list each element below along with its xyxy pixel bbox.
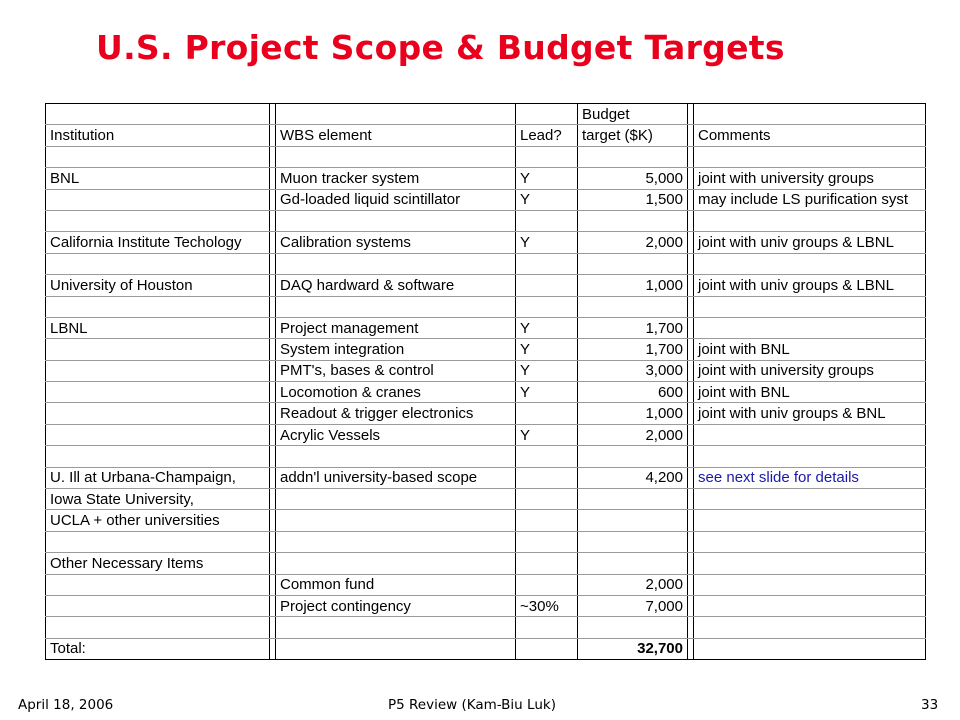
cell-budget: 1,000 [578,403,688,424]
cell-lead: Y [516,360,578,381]
cell-comments: joint with univ groups & LBNL [694,275,926,296]
cell-comments: joint with univ groups & LBNL [694,232,926,253]
cell-lead: Y [516,382,578,403]
cell-lead [516,275,578,296]
cell-wbs [276,489,516,510]
cell-wbs [276,210,516,231]
cell-institution [46,253,270,274]
cell-institution: Other Necessary Items [46,553,270,574]
cell-institution: Iowa State University, [46,489,270,510]
header-budget-top: Budget [578,104,688,125]
table-row [46,339,926,360]
cell-lead: Y [516,317,578,338]
table-row [46,210,926,231]
cell-wbs [276,531,516,552]
cell-lead [516,489,578,510]
cell-wbs [276,253,516,274]
cell-lead [516,510,578,531]
total-label: Total: [46,638,270,659]
cell-wbs: DAQ hardward & software [276,275,516,296]
cell-comments [694,446,926,467]
cell-lead [516,210,578,231]
table-row [46,553,926,574]
cell-institution [46,403,270,424]
cell-budget [578,253,688,274]
cell-budget [578,296,688,317]
table-row [46,382,926,403]
cell-comments [694,253,926,274]
table-row [46,296,926,317]
footer-presenter: P5 Review (Kam-Biu Luk) [388,697,556,713]
cell-institution: UCLA + other universities [46,510,270,531]
table-row [46,253,926,274]
cell-institution [46,210,270,231]
cell-lead [516,531,578,552]
cell-budget: 1,000 [578,275,688,296]
table-row [46,531,926,552]
table-row [46,467,926,488]
table-row [46,574,926,595]
cell-wbs: addn'l university-based scope [276,467,516,488]
header-row-top [46,104,926,125]
cell-institution [46,360,270,381]
cell-budget: 2,000 [578,424,688,445]
cell-lead: Y [516,168,578,189]
cell-lead [516,146,578,167]
slide-title: U.S. Project Scope & Budget Targets [96,28,785,67]
cell-wbs [276,510,516,531]
table-row [46,146,926,167]
table-row [46,168,926,189]
table-row [46,275,926,296]
cell-institution: LBNL [46,317,270,338]
cell-comments [694,489,926,510]
cell-lead [516,446,578,467]
cell-institution [46,296,270,317]
header-lead: Lead? [516,125,578,146]
cell-comments: see next slide for details [694,467,926,488]
cell-wbs: Common fund [276,574,516,595]
cell-institution [46,595,270,616]
cell-comments [694,317,926,338]
cell-comments: may include LS purification syst [694,189,926,210]
cell-lead [516,296,578,317]
cell-institution: U. Ill at Urbana-Champaign, [46,467,270,488]
cell-lead [516,253,578,274]
cell-institution [46,146,270,167]
cell-budget: 1,700 [578,317,688,338]
cell-wbs [276,617,516,638]
cell-institution: California Institute Techology [46,232,270,253]
cell-wbs [276,446,516,467]
footer-date: April 18, 2006 [18,697,114,713]
cell-institution [46,531,270,552]
header-institution: Institution [46,125,270,146]
cell-comments [694,553,926,574]
cell-wbs: Gd-loaded liquid scintillator [276,189,516,210]
cell-institution: BNL [46,168,270,189]
budget-table [45,103,926,660]
cell-wbs: Project management [276,317,516,338]
cell-budget [578,531,688,552]
cell-lead: Y [516,189,578,210]
cell-comments [694,424,926,445]
total-budget: 32,700 [578,638,688,659]
cell-comments: joint with BNL [694,339,926,360]
cell-wbs: Project contingency [276,595,516,616]
cell-comments [694,296,926,317]
cell-lead [516,403,578,424]
cell-budget [578,489,688,510]
cell-comments [694,617,926,638]
table-row [46,403,926,424]
cell-wbs: Muon tracker system [276,168,516,189]
cell-wbs: Calibration systems [276,232,516,253]
table-row [46,360,926,381]
cell-comments [694,531,926,552]
cell-lead: Y [516,339,578,360]
cell-comments [694,146,926,167]
table-row [46,489,926,510]
header-wbs: WBS element [276,125,516,146]
cell-budget: 7,000 [578,595,688,616]
cell-institution [46,574,270,595]
cell-budget: 5,000 [578,168,688,189]
cell-budget: 2,000 [578,232,688,253]
cell-budget: 600 [578,382,688,403]
cell-lead: Y [516,424,578,445]
header-budget: target ($K) [578,125,688,146]
cell-budget [578,553,688,574]
total-row [46,638,926,659]
cell-institution [46,382,270,403]
cell-lead: Y [516,232,578,253]
table-row [46,424,926,445]
cell-wbs: PMT's, bases & control [276,360,516,381]
cell-institution: University of Houston [46,275,270,296]
cell-institution [46,446,270,467]
cell-budget [578,210,688,231]
cell-comments: joint with university groups [694,360,926,381]
cell-wbs: Locomotion & cranes [276,382,516,403]
cell-comments: joint with univ groups & BNL [694,403,926,424]
cell-budget [578,617,688,638]
cell-wbs: System integration [276,339,516,360]
cell-wbs [276,296,516,317]
table-row [46,595,926,616]
cell-institution [46,424,270,445]
cell-budget: 3,000 [578,360,688,381]
cell-comments [694,210,926,231]
table-row [46,317,926,338]
table-row [46,617,926,638]
cell-comments: joint with university groups [694,168,926,189]
cell-lead [516,467,578,488]
footer-page-number: 33 [921,697,939,713]
cell-lead [516,574,578,595]
cell-wbs [276,553,516,574]
cell-wbs: Acrylic Vessels [276,424,516,445]
cell-comments [694,574,926,595]
cell-budget: 1,700 [578,339,688,360]
cell-institution [46,617,270,638]
cell-budget: 2,000 [578,574,688,595]
table-row [46,232,926,253]
cell-budget: 1,500 [578,189,688,210]
cell-comments [694,510,926,531]
cell-lead [516,617,578,638]
table-row [46,446,926,467]
table-row [46,510,926,531]
cell-budget [578,446,688,467]
cell-institution [46,189,270,210]
table-row [46,189,926,210]
cell-lead [516,553,578,574]
cell-comments: joint with BNL [694,382,926,403]
cell-budget: 4,200 [578,467,688,488]
cell-wbs: Readout & trigger electronics [276,403,516,424]
cell-budget [578,146,688,167]
cell-wbs [276,146,516,167]
cell-budget [578,510,688,531]
header-comments: Comments [694,125,926,146]
cell-comments [694,595,926,616]
cell-lead: ~30% [516,595,578,616]
cell-institution [46,339,270,360]
header-row [46,125,926,146]
